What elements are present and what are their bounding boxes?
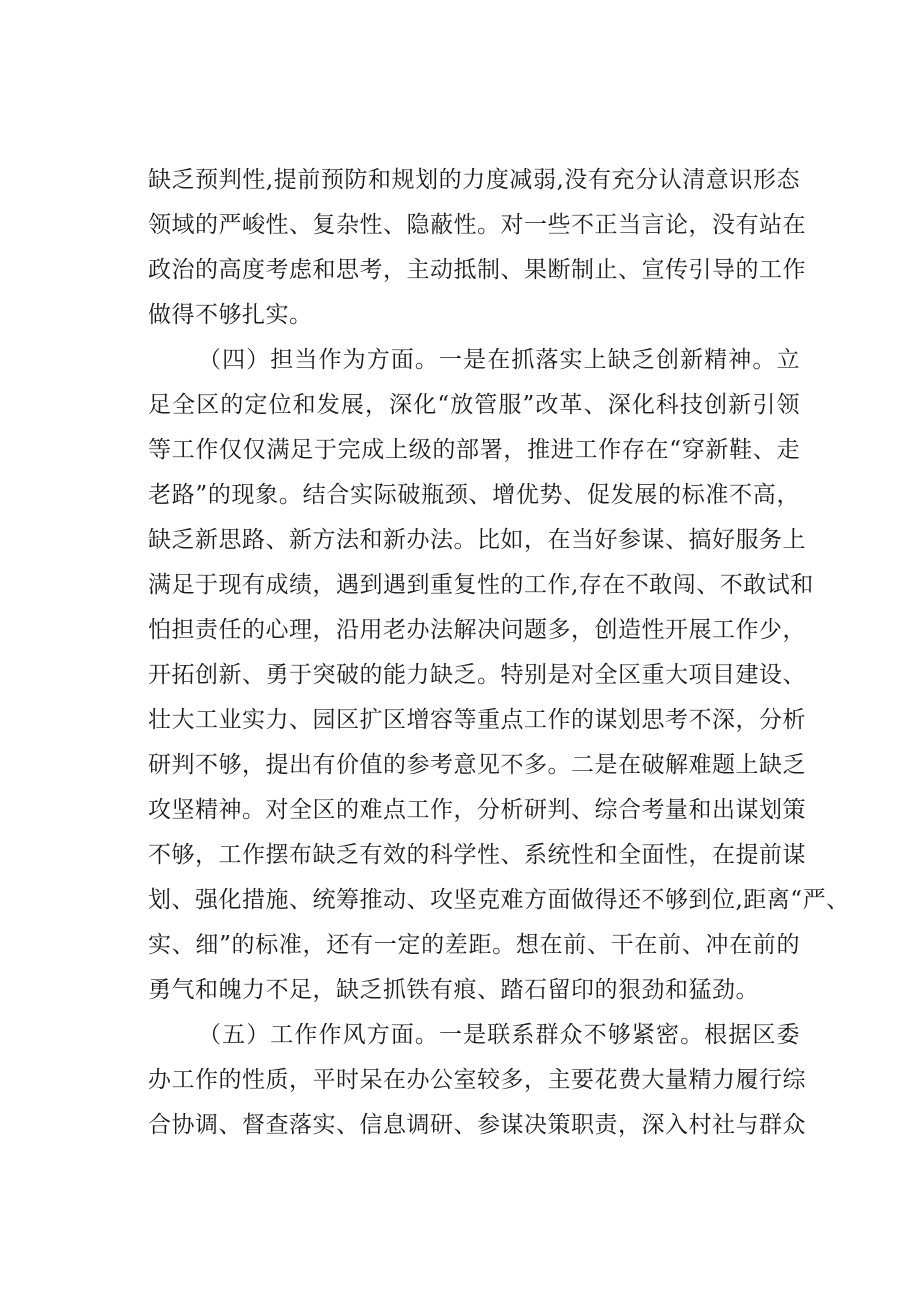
paragraph-line: 足全区的定位和发展，深化“放管服”改革、深化科技创新引领 — [148, 392, 800, 418]
paragraph-line: 等工作仅仅满足于完成上级的部署，推进工作存在“穿新鞋、走 — [148, 437, 800, 463]
paragraph-line: 缺乏预判性,提前预防和规划的力度减弱,没有充分认清意识形态 — [148, 167, 800, 193]
paragraph-line: 勇气和魄力不足，缺乏抓铁有痕、踏石留印的狠劲和猛劲。 — [148, 977, 759, 1003]
paragraph-line: 缺乏新思路、新方法和新办法。比如，在当好参谋、搞好服务上 — [148, 527, 806, 553]
paragraph-line: 不够，工作摆布缺乏有效的科学性、系统性和全面性，在提前谋 — [148, 842, 806, 868]
paragraph-line: 满足于现有成绩，遇到遇到重复性的工作,存在不敢闯、不敢试和 — [148, 572, 814, 598]
paragraph-line: 办工作的性质，平时呆在办公室较多，主要花费大量精力履行综 — [148, 1067, 806, 1093]
paragraph-line: 老路”的现象。结合实际破瓶颈、增优势、促发展的标准不高， — [148, 482, 800, 508]
paragraph-line: 壮大工业实力、园区扩区增容等重点工作的谋划思考不深，分析 — [148, 707, 806, 733]
paragraph-line: 实、细”的标准，还有一定的差距。想在前、干在前、冲在前的 — [148, 932, 800, 958]
paragraph-line: 政治的高度考虑和思考，主动抵制、果断制止、宣传引导的工作 — [148, 257, 806, 283]
paragraph-line: （五）工作作风方面。一是联系群众不够紧密。根据区委 — [198, 1022, 800, 1048]
paragraph-line: （四）担当作为方面。一是在抓落实上缺乏创新精神。立 — [198, 347, 800, 373]
paragraph-line: 研判不够，提出有价值的参考意见不多。二是在破解难题上缺乏 — [148, 752, 806, 778]
paragraph-line: 怕担责任的心理，沿用老办法解决问题多，创造性开展工作少， — [148, 617, 806, 643]
paragraph-line: 做得不够扎实。 — [148, 302, 313, 328]
paragraph-line: 划、强化措施、统筹推动、攻坚克难方面做得还不够到位,距离“严、 — [148, 887, 850, 913]
paragraph-line: 攻坚精神。对全区的难点工作，分析研判、综合考量和出谋划策 — [148, 797, 806, 823]
paragraph-line: 开拓创新、勇于突破的能力缺乏。特别是对全区重大项目建设、 — [148, 662, 806, 688]
paragraph-line: 合协调、督查落实、信息调研、参谋决策职责，深入村社与群众 — [148, 1112, 806, 1138]
paragraph-line: 领域的严峻性、复杂性、隐蔽性。对一些不正当言论，没有站在 — [148, 212, 806, 238]
